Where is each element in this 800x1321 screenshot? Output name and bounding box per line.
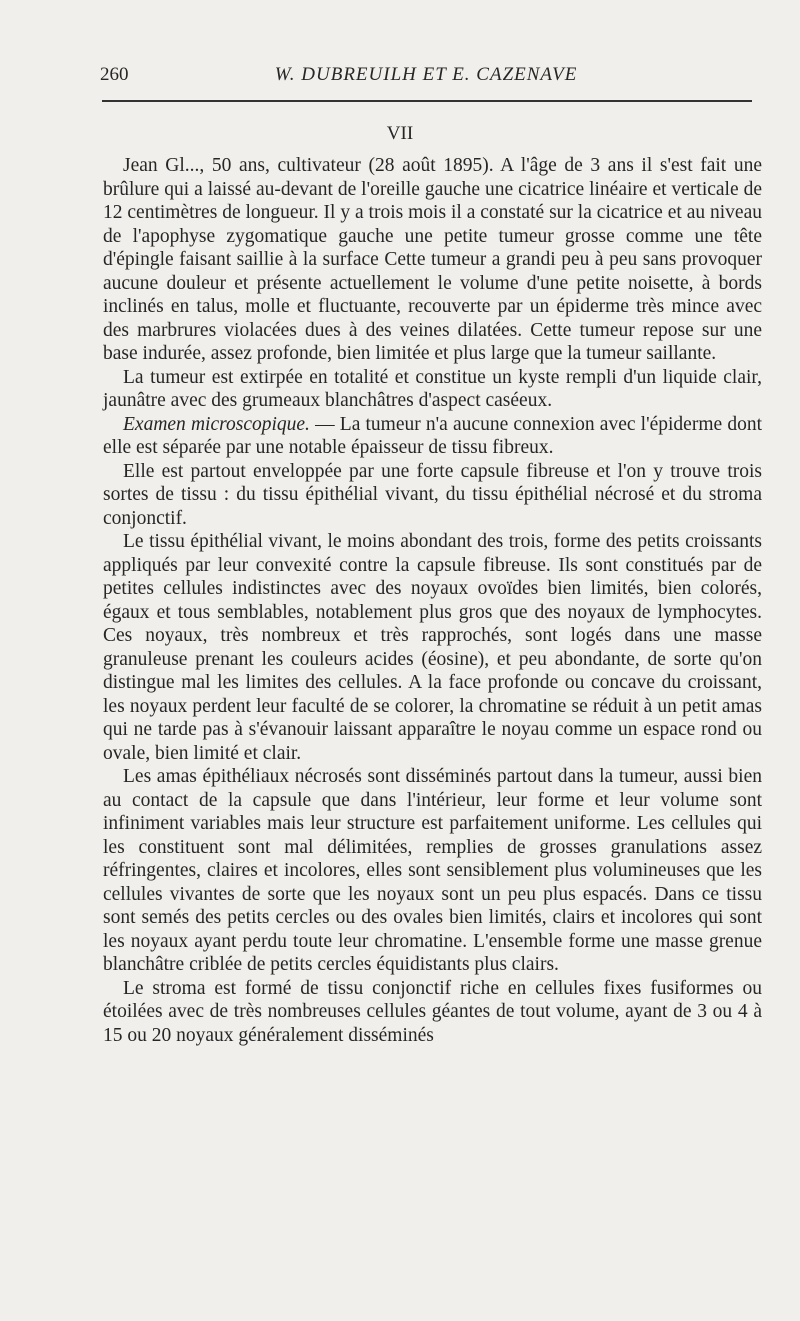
running-head bbox=[100, 62, 752, 88]
paragraph bbox=[103, 366, 762, 413]
body-text bbox=[103, 154, 762, 1047]
header-rule bbox=[102, 100, 752, 102]
paragraph-lead-italic: Examen microscopique. bbox=[123, 413, 310, 435]
paragraph bbox=[103, 765, 762, 977]
paragraph bbox=[103, 413, 762, 460]
paragraph-text: La tumeur est extirpée en totalité et constitue un kyste rempli d'un liquide clair, jaunâtre avec des grumeaux blanchâtres d'aspect caséeux. bbox=[103, 366, 762, 411]
running-title: W. DUBREUILH ET E. CAZENAVE bbox=[274, 64, 578, 85]
paragraph bbox=[103, 154, 762, 366]
paragraph bbox=[103, 977, 762, 1048]
page-number: 260 bbox=[100, 64, 129, 85]
paragraph-text: Jean Gl..., 50 ans, cultivateur (28 août 1895). A l'âge de 3 ans il s'est fait une brûlure qui a laissé au-devant de l'oreille gauche une cicatrice linéaire et verticale de 12 centimètres de longueur. Il y a trois mois il a constaté sur la cicatrice et au niveau de l'apophyse zygomatique gauche une petite tumeur grosse comme une tête d'épingle faisant saillie à la surface Cette tumeur a grandi peu à peu sans provoquer aucune douleur et présente actuellement le volume d'une petite noisette, à bords inclinés en talus, molle et fluctuante, recouverte par un épiderme très mince avec des marbrures violacées dues à des veines dilatées. Cette tumeur repose sur une base indurée, assez profonde, bien limitée et plus large que la tumeur saillante. bbox=[103, 155, 762, 364]
paragraph-text: — La tumeur n'a aucune connexion avec l'épiderme dont elle est séparée par une notable épaisseur de tissu fibreux. bbox=[103, 413, 762, 458]
paragraph-text: Les amas épithéliaux nécrosés sont disséminés partout dans la tumeur, aussi bien au contact de la capsule que dans l'intérieur, leur forme et leur volume sont infiniment variables mais leur structure est parfaitement uniforme. Les cellules qui les constituent sont mal délimitées, remplies de grosses granulations assez réfringentes, claires et incolores, elles sont sensiblement plus volumineuses que les cellules vivantes de sorte que les noyaux sont un peu plus espacés. Dans ce tissu sont semés des petits cercles ou des ovales bien limités, clairs et incolores qui sont les noyaux ayant perdu toute leur chromatine. L'ensemble forme une masse grenue blanchâtre criblée de petits cercles équidistants plus clairs. bbox=[103, 766, 762, 975]
paragraph-text: Le tissu épithélial vivant, le moins abondant des trois, forme des petits croissants appliqués par leur convexité contre la capsule fibreuse. Ils sont constitués par de petites cellules indistinctes avec des noyaux ovoïdes bien limités, bien colorés, égaux et tous semblables, notablement plus gros que des noyaux de lymphocytes. Ces noyaux, très nombreux et très rapprochés, sont logés dans une masse granuleuse prenant les couleurs acides (éosine), et peu abondante, de sorte qu'on distingue mal les limites des cellules. A la face profonde ou concave du croissant, les noyaux perdent leur faculté de se colorer, la chromatine se réduit à un petit amas qui ne tarde pas à s'évanouir laissant apparaître le noyau comme un espace rond ou ovale, bien limité et clair. bbox=[103, 531, 762, 764]
paragraph bbox=[103, 460, 762, 531]
paragraph-text: Elle est partout enveloppée par une forte capsule fibreuse et l'on y trouve trois sortes de tissu : du tissu épithélial vivant, du tissu épithélial nécrosé et du stroma conjonctif. bbox=[103, 460, 762, 529]
paragraph bbox=[103, 530, 762, 765]
section-number: VII bbox=[386, 123, 414, 144]
paragraph-text: Le stroma est formé de tissu conjonctif riche en cellules fixes fusiformes ou étoilées avec de très nombreuses cellules géantes de tout volume, ayant de 3 ou 4 à 15 ou 20 noyaux généralement disséminés bbox=[103, 977, 762, 1046]
